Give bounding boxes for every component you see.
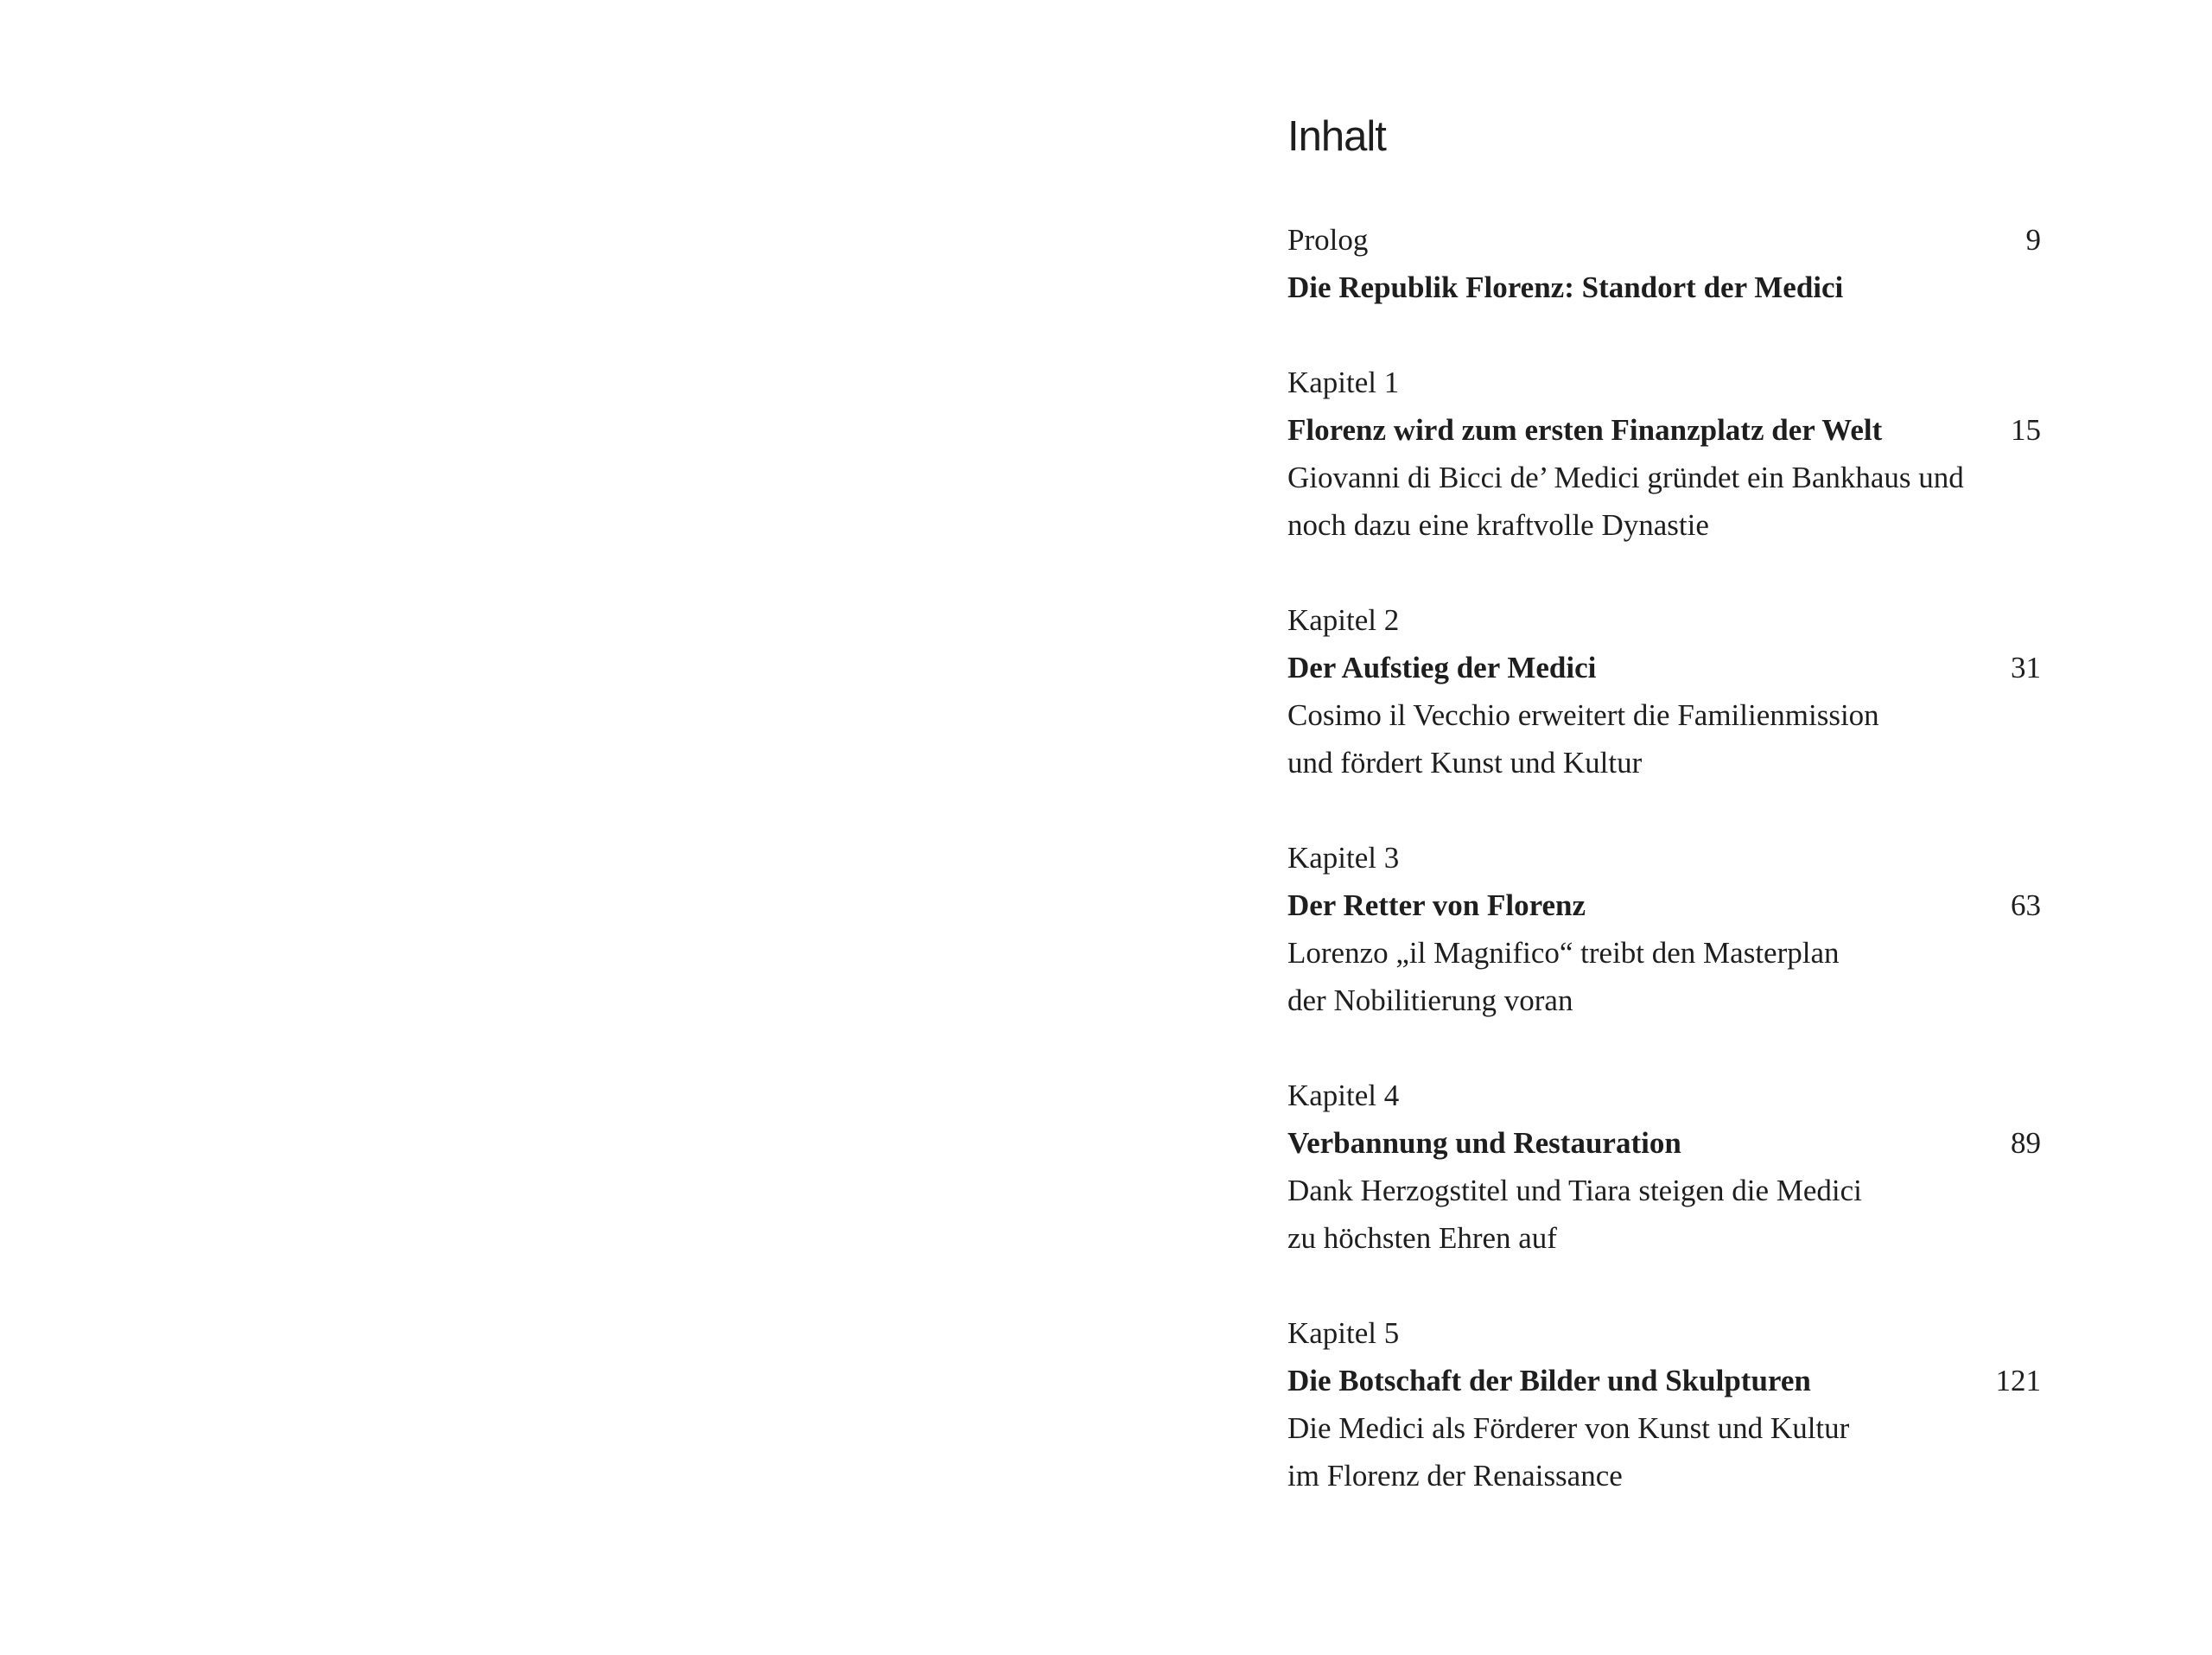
page-number: 31	[2011, 651, 2041, 684]
chapter-description-line	[1287, 977, 2041, 1024]
chapter-description-line	[1287, 1452, 2041, 1499]
toc-heading-line	[1287, 406, 2041, 454]
chapter-heading: Die Botschaft der Bilder und Skulpturen	[1287, 1364, 1811, 1397]
table-of-contents	[1287, 216, 2041, 1547]
chapter-label: Kapitel 4	[1287, 1079, 1400, 1112]
toc-entry-chapter-1	[1287, 359, 2041, 549]
page-number: 63	[2011, 888, 2041, 922]
chapter-label: Kapitel 1	[1287, 366, 1400, 399]
chapter-description-line	[1287, 1214, 2041, 1262]
toc-heading-line	[1287, 264, 2041, 311]
chapter-description: Die Medici als Förderer von Kunst und Kultur	[1287, 1411, 1850, 1445]
toc-entry-chapter-4	[1287, 1072, 2041, 1262]
chapter-description-line	[1287, 691, 2041, 739]
toc-heading-line	[1287, 644, 2041, 691]
chapter-description-line	[1287, 501, 2041, 549]
chapter-heading: Verbannung und Restauration	[1287, 1126, 1681, 1160]
chapter-description-line	[1287, 454, 2041, 501]
page-number: 121	[1995, 1364, 2041, 1397]
chapter-description: Lorenzo „il Magnifico“ treibt den Masterplan	[1287, 936, 1840, 970]
toc-entry-chapter-5	[1287, 1309, 2041, 1499]
toc-entry-prolog	[1287, 216, 2041, 311]
page-number: 15	[2011, 413, 2041, 447]
entry-label: Prolog	[1287, 223, 1369, 257]
chapter-description: im Florenz der Renaissance	[1287, 1459, 1623, 1493]
toc-label-line	[1287, 1072, 2041, 1119]
entry-heading: Die Republik Florenz: Standort der Medici	[1287, 271, 1844, 304]
chapter-label: Kapitel 2	[1287, 603, 1400, 637]
toc-label-line	[1287, 834, 2041, 882]
page-number: 89	[2011, 1126, 2041, 1160]
toc-label-line	[1287, 1309, 2041, 1357]
page-number: 9	[2025, 223, 2041, 257]
chapter-description: und fördert Kunst und Kultur	[1287, 746, 1643, 780]
chapter-description-line	[1287, 739, 2041, 786]
chapter-description: Giovanni di Bicci de’ Medici gründet ein Bankhaus und	[1287, 461, 1964, 494]
toc-heading-line	[1287, 882, 2041, 929]
chapter-description: Dank Herzogstitel und Tiara steigen die Medici	[1287, 1174, 1862, 1207]
chapter-label: Kapitel 3	[1287, 841, 1400, 875]
chapter-description-line	[1287, 1167, 2041, 1214]
chapter-description-line	[1287, 1404, 2041, 1452]
toc-entry-chapter-2	[1287, 596, 2041, 786]
toc-label-line	[1287, 216, 2041, 264]
toc-entry-chapter-3	[1287, 834, 2041, 1024]
chapter-description: Cosimo il Vecchio erweitert die Familienmission	[1287, 698, 1879, 732]
toc-label-line	[1287, 359, 2041, 406]
chapter-heading: Der Retter von Florenz	[1287, 888, 1586, 922]
toc-label-line	[1287, 596, 2041, 644]
chapter-description-line	[1287, 929, 2041, 977]
chapter-heading: Der Aufstieg der Medici	[1287, 651, 1597, 684]
toc-heading-line	[1287, 1357, 2041, 1404]
page-title: Inhalt	[1287, 113, 1386, 160]
chapter-heading: Florenz wird zum ersten Finanzplatz der Welt	[1287, 413, 1883, 447]
toc-heading-line	[1287, 1119, 2041, 1167]
chapter-description: der Nobilitierung voran	[1287, 983, 1573, 1017]
chapter-label: Kapitel 5	[1287, 1316, 1400, 1350]
chapter-description: noch dazu eine kraftvolle Dynastie	[1287, 508, 1709, 542]
chapter-description: zu höchsten Ehren auf	[1287, 1221, 1557, 1255]
